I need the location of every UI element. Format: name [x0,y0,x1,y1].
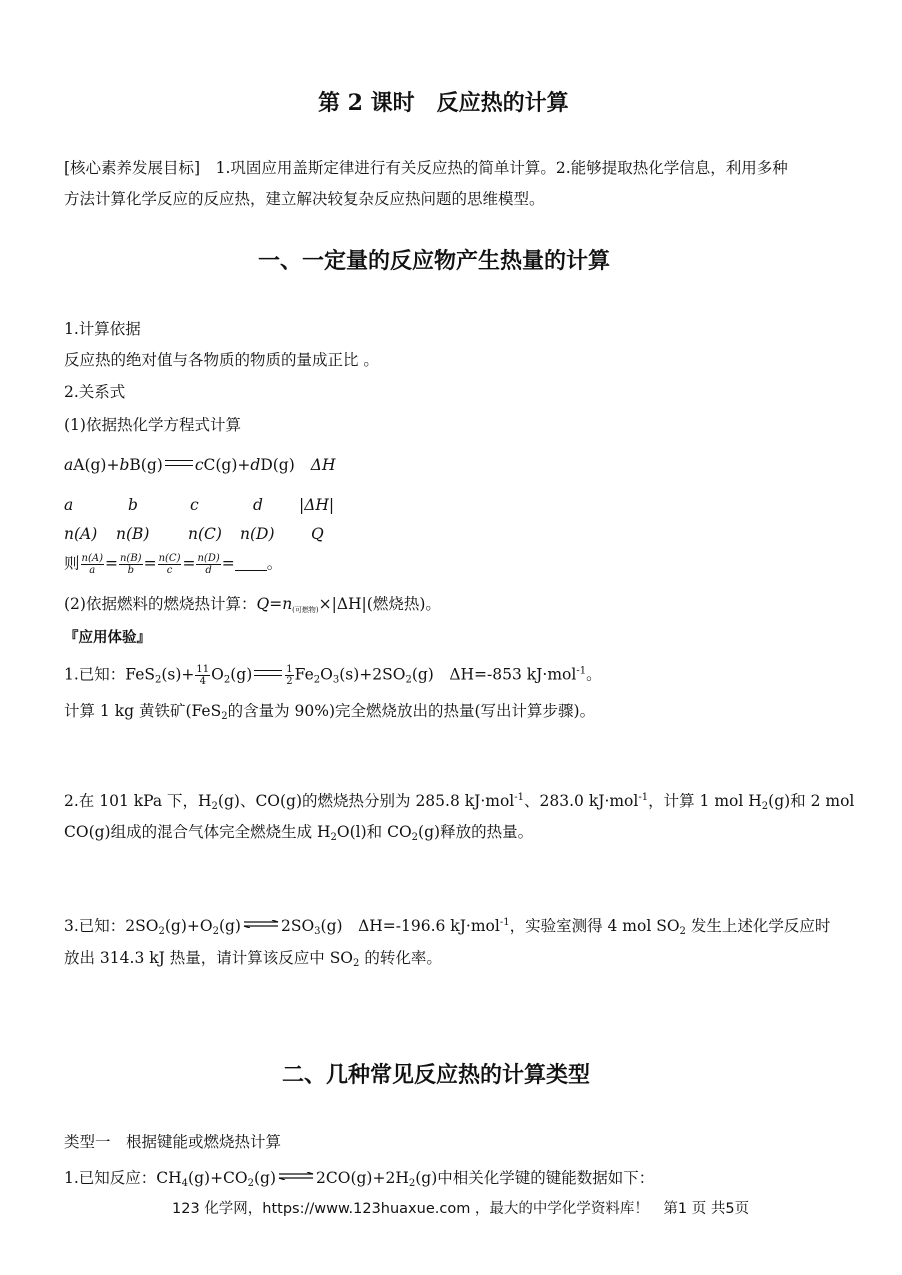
coef-a: a [64,496,74,514]
page-footer: 123 化学网，https://www.123huaxue.com ，最大的中学化学资料库！ 第1 页 共5页 [172,1201,750,1217]
goal-label: [核心素养发展目标] [64,159,201,177]
experience-label: 『应用体验』 [64,630,151,646]
coef-dh: |ΔH| [299,496,335,514]
coef-b: b [128,496,138,514]
question-1: 1.已知：FeS$_2$(s)+ $\frac{11}{4}$ $O_2(g)$ $\frac{1}{2}$ $Fe_2O_3(s)+2SO_2(g)$ ΔH=-853 kJ·mol$^{-1}$。 [64,664,602,687]
method-2: (2)依据燃料的燃烧热计算：$Q=n_{(可燃物)}\times|\Delta H|$(燃烧热)。 [64,595,441,614]
question-3: 3.已知：$2SO_2(g)+O_2(g)$ $2SO_3(g)$ ΔH=-196.6 kJ·mol$^{-1}$，实验室测得 4 mol $SO_2$ 发生上述化学反应时 [64,917,831,937]
reversible-arrow-icon [243,920,279,928]
method-1: (1)依据热化学方程式计算 [64,416,241,434]
reversible-arrow-icon [278,1172,314,1180]
amount-a: n(A) [64,525,98,543]
equals-arrow-icon [165,460,193,466]
amount-d: n(D) [240,525,275,543]
answer-blank [235,556,267,571]
amount-b: n(B) [116,525,150,543]
general-equation: aA(g)+bB(g) cC(g)+dD(g) ΔH [64,456,336,474]
goal-text-1: 1.巩固应用盖斯定律进行有关反应热的简单计算。2.能够提取热化学信息，利用多种 [215,159,788,177]
amount-q: Q [311,525,324,543]
equals-arrow-icon [254,670,282,676]
type-1-title: 类型一 根据键能或燃烧热计算 [64,1133,282,1151]
goal-line-1 [64,158,788,178]
page-title: 第 2 课时 反应热的计算 [318,90,569,116]
basis-title: 1.计算依据 [64,320,141,338]
question-2-line-2: CO(g)组成的混合气体完全燃烧生成 $H_2O(l)$和 $CO_2(g)$释放的热量。 [64,823,534,843]
question-3-line-2: 放出 314.3 kJ 热量，请计算该反应中 $SO_2$ 的转化率。 [64,949,442,969]
question-1-line-2: 计算 1 kg 黄铁矿(FeS$_2$的含量为 90%)完全燃烧放出的热量(写出计算步骤)。 [64,702,596,722]
goal-line-2: 方法计算化学反应的反应热，建立解决较复杂反应热问题的思维模型。 [64,190,545,208]
basis-text: 反应热的绝对值与各物质的物质的量成正比 。 [64,351,379,369]
coef-c: c [190,496,199,514]
coef-d: d [253,496,263,514]
section-2-question-1: 1.已知反应：$CH_4(g)+CO_2(g)$ $2CO(g)+2H_2(g)$中相关化学键的键能数据如下： [64,1169,655,1189]
ratio-line: 则 $\frac{n(A)}{a}$ = $\frac{n(B)}{b}$ = $\frac{n(C)}{c}$ = $\frac{n(D)}{d}$ = 。 [64,553,283,576]
section-heading-2: 二、几种常见反应热的计算类型 [282,1062,591,1088]
amount-c: n(C) [188,525,222,543]
section-heading-1: 一、一定量的反应物产生热量的计算 [258,248,611,274]
question-2: 2.在 101 kPa 下，$H_2(g)$、CO(g)的燃烧热分别为 285.8 kJ·mol$^{-1}$、283.0 kJ·mol$^{-1}$，计算 1 mol $H_2(g)$和 2 mol [64,792,855,812]
relation-title: 2.关系式 [64,383,126,401]
